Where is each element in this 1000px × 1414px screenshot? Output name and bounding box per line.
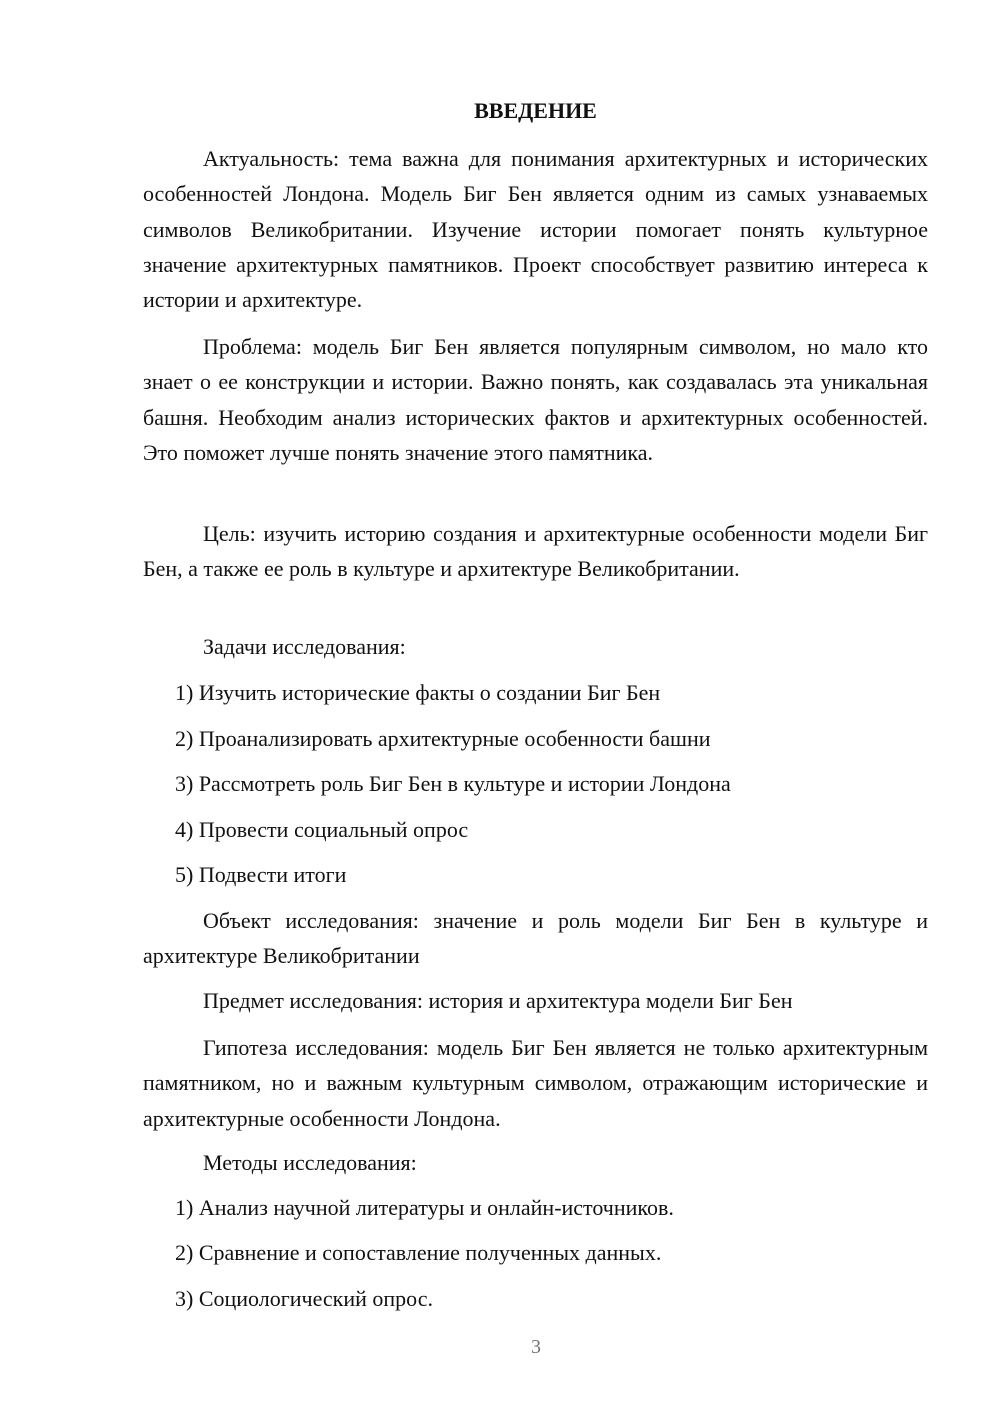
task-item: 2) Проанализировать архитектурные особенности башни (175, 726, 711, 751)
page-number: 3 (531, 1336, 541, 1358)
object-paragraph: Объект исследования: значение и роль модели Биг Бен в культуре и архитектуре Великобритании (143, 908, 928, 969)
hypothesis-paragraph: Гипотеза исследования: модель Биг Бен является не только архитектурным памятником, но и важным культурным символом, отражающим исторические и архитектурные особенности Лондона. (143, 1035, 928, 1131)
method-item: 2) Сравнение и сопоставление полученных данных. (175, 1240, 662, 1265)
method-item: 1) Анализ научной литературы и онлайн-источников. (175, 1195, 674, 1220)
method-item: 3) Социологический опрос. (175, 1286, 433, 1311)
goal-paragraph: Цель: изучить историю создания и архитектурные особенности модели Биг Бен, а также ее роль в культуре и архитектуре Великобритании. (143, 521, 928, 582)
task-item: 5) Подвести итоги (175, 862, 347, 887)
task-item: 1) Изучить исторические факты о создании Биг Бен (175, 680, 661, 705)
page-title: ВВЕДЕНИЕ (474, 98, 597, 123)
subject-paragraph: Предмет исследования: история и архитектура модели Биг Бен (203, 988, 793, 1013)
task-item: 4) Провести социальный опрос (175, 817, 469, 842)
tasks-heading: Задачи исследования: (203, 634, 406, 659)
task-item: 3) Рассмотреть роль Биг Бен в культуре и истории Лондона (175, 771, 731, 796)
problem-paragraph: Проблема: модель Биг Бен является популярным символом, но мало кто знает о ее конструкции и истории. Важно понять, как создавалась эта уникальная башня. Необходим анализ исторических фактов и архитектурных особенностей. Это поможет лучше понять значение этого памятника. (143, 334, 928, 465)
methods-heading: Методы исследования: (203, 1150, 417, 1175)
relevance-paragraph: Актуальность: тема важна для понимания архитектурных и исторических особенностей Лондона. Модель Биг Бен является одним из самых узнаваемых символов Великобритании. Изучение истории помогает понять культурное значение архитектурных памятников. Проект способствует развитию интереса к истории и архитектуре. (143, 146, 928, 313)
